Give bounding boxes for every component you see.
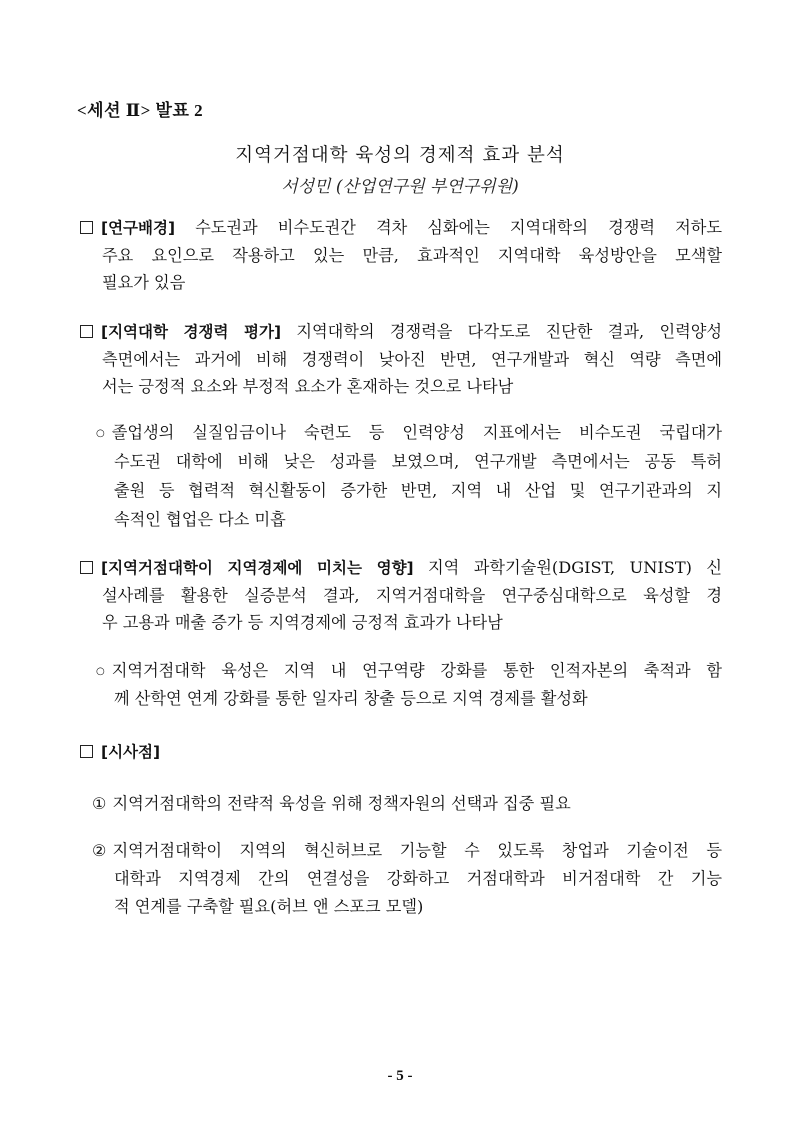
- body-text: 지역거점대학 육성은 지역 내 연구역량 강화를 통한 인적자본의 축적과 함: [111, 661, 722, 680]
- body-line: 적 연계를 구축할 필요(허브 앤 스포크 모델): [114, 897, 424, 916]
- section-heading-line: [80, 322, 722, 342]
- body-line: 대학과 지역경제 간의 연결성을 강화하고 거점대학과 비거점대학 간 기능: [114, 869, 722, 888]
- section-heading-line: [80, 742, 722, 762]
- body-line: 서는 긍정적 요소와 부정적 요소가 혼재하는 것으로 나타남: [102, 377, 514, 396]
- body-text: 지역거점대학이 지역의 혁신허브로 기능할 수 있도록 창업과 기술이전 등: [112, 841, 722, 860]
- body-line: 필요가 있음: [102, 273, 186, 292]
- circle-bullet-icon: ○: [96, 666, 105, 677]
- body-line: 속적인 협업은 다소 미흡: [114, 510, 286, 529]
- section-heading: [지역대학 경쟁력 평가]: [101, 323, 282, 341]
- body-text: 수도권과 비수도권간 격차 심화에는 지역대학의 경쟁력 저하도: [195, 218, 722, 237]
- circle-bullet-icon: ○: [96, 428, 105, 439]
- section-heading-line: [80, 558, 722, 578]
- body-text: 지역거점대학의 전략적 육성을 위해 정책자원의 선택과 집중 필요: [112, 794, 571, 813]
- section-heading: [지역거점대학이 지역경제에 미치는 영향]: [101, 559, 414, 577]
- body-line: 수도권 대학에 비해 낮은 성과를 보였으며, 연구개발 측면에서는 공동 특허: [114, 452, 722, 471]
- numbered-item: [92, 794, 722, 814]
- section-heading: [시사점]: [101, 743, 161, 761]
- sub-bullet-line: [96, 661, 722, 682]
- checkbox-square-icon: [80, 745, 93, 758]
- checkbox-square-icon: [80, 221, 93, 234]
- body-text: 지역대학의 경쟁력을 다각도로 진단한 결과, 인력양성: [296, 322, 723, 341]
- number-marker: ②: [92, 841, 107, 860]
- body-line: 설사례를 활용한 실증분석 결과, 지역거점대학을 연구중심대학으로 육성할 경: [102, 586, 722, 605]
- numbered-item: [92, 841, 722, 861]
- section-heading: [연구배경]: [101, 219, 176, 237]
- author-line: 서성민 (산업연구원 부연구위원): [281, 177, 519, 197]
- session-label: <세션 Ⅱ> 발표 2: [77, 101, 204, 120]
- checkbox-square-icon: [80, 325, 93, 338]
- page-number: - 5 -: [387, 1068, 413, 1084]
- checkbox-square-icon: [80, 561, 93, 574]
- body-line: 우 고용과 매출 증가 등 지역경제에 긍정적 효과가 나타남: [102, 613, 503, 632]
- number-marker: ①: [92, 794, 107, 813]
- body-text: 졸업생의 실질임금이나 숙련도 등 인력양성 지표에서는 비수도권 국립대가: [111, 423, 722, 442]
- document-title: 지역거점대학 육성의 경제적 효과 분석: [235, 145, 565, 166]
- body-line: 께 산학연 연계 강화를 통한 일자리 창출 등으로 지역 경제를 활성화: [114, 689, 588, 708]
- body-text: 지역 과학기술원(DGIST, UNIST) 신: [428, 558, 722, 577]
- body-line: 출원 등 협력적 혁신활동이 증가한 반면, 지역 내 산업 및 연구기관과의 지: [114, 481, 722, 500]
- section-heading-line: [80, 218, 722, 238]
- sub-bullet-line: [96, 423, 722, 444]
- body-line: 측면에서는 과거에 비해 경쟁력이 낮아진 반면, 연구개발과 혁신 역량 측면에: [102, 350, 722, 369]
- body-line: 주요 요인으로 작용하고 있는 만큼, 효과적인 지역대학 육성방안을 모색할: [102, 246, 722, 265]
